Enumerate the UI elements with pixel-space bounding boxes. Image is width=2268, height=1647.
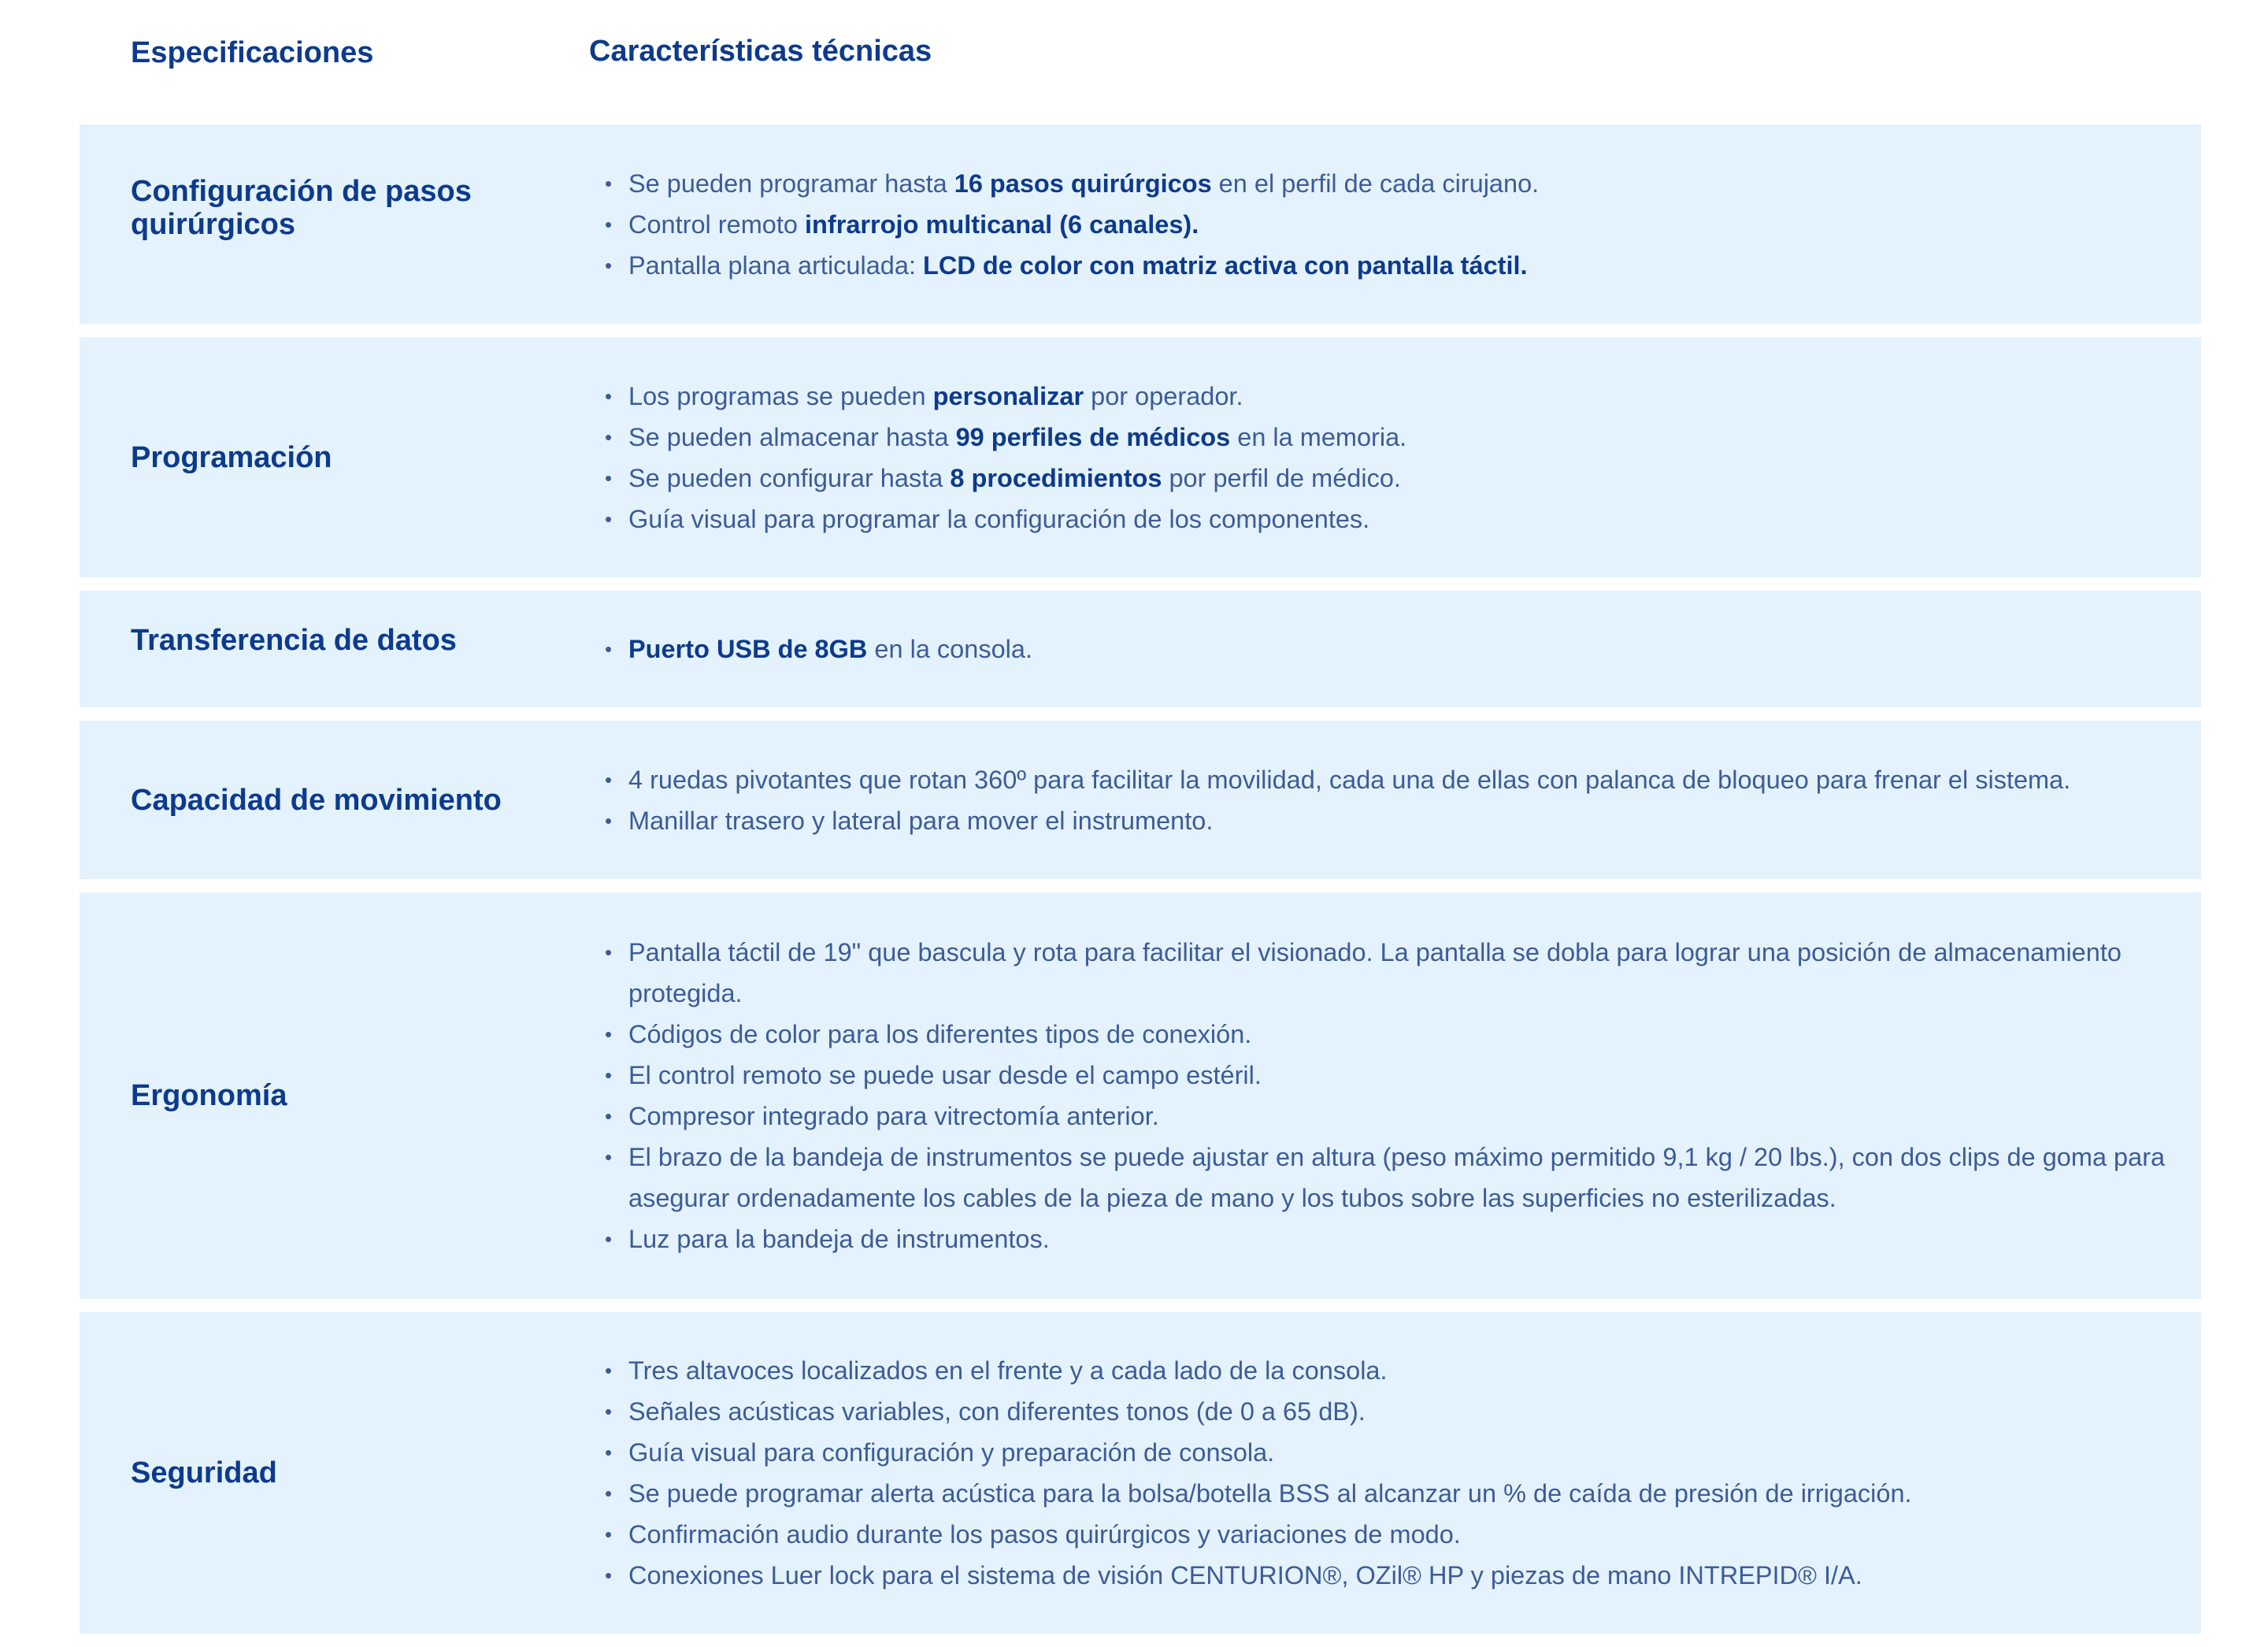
bullet-icon: •: [605, 1564, 613, 1587]
bullet-icon: •: [605, 1523, 613, 1546]
feature-text: Luz para la bandeja de instrumentos.: [628, 1225, 1050, 1253]
feature-item: [602, 759, 2169, 800]
feature-item: [602, 1555, 2169, 1596]
feature-item: [602, 629, 2169, 670]
spec-row-programming: [80, 337, 2201, 577]
feature-item: [602, 163, 2169, 204]
spec-row-safety: [80, 1312, 2201, 1634]
bullet-icon: •: [605, 506, 613, 531]
feature-item: [602, 1514, 2169, 1555]
feature-text: Tres altavoces localizados en el frente y a cada lado de la consola.: [628, 1356, 1388, 1385]
feature-text: por operador.: [1084, 381, 1243, 410]
spec-row-surgical-steps: [80, 124, 2201, 324]
feature-item: [602, 1473, 2169, 1514]
column-header-features: Características técnicas: [589, 35, 932, 68]
column-header-specifications: Especificaciones: [131, 36, 374, 69]
feature-highlight: 16 pasos quirúrgicos: [954, 169, 1212, 198]
feature-highlight: LCD de color con matriz activa con pantalla táctil.: [923, 250, 1528, 280]
bullet-icon: •: [605, 1022, 613, 1046]
bullet-icon: •: [605, 1063, 613, 1087]
spec-row-ergonomics: [80, 892, 2201, 1299]
feature-list: [602, 629, 2169, 670]
feature-text: Se pueden programar hasta: [628, 169, 954, 198]
feature-list: [602, 1350, 2169, 1596]
feature-highlight: 8 procedimientos: [950, 463, 1162, 492]
row-label: Transferencia de datos: [131, 624, 457, 657]
feature-item: [602, 932, 2169, 1014]
bullet-icon: •: [605, 1400, 613, 1423]
feature-text: Control remoto: [628, 210, 805, 239]
feature-text: Compresor integrado para vitrectomía anterior.: [628, 1102, 1159, 1130]
feature-item: [602, 1391, 2169, 1432]
feature-text: Confirmación audio durante los pasos quirúrgicos y variaciones de modo.: [628, 1520, 1461, 1549]
feature-highlight: infrarrojo multicanal (6 canales).: [804, 210, 1199, 239]
bullet-icon: •: [605, 637, 613, 661]
bullet-icon: •: [605, 1227, 613, 1251]
bullet-icon: •: [605, 767, 613, 792]
row-label: Ergonomía: [131, 1079, 287, 1112]
feature-item: [602, 376, 2169, 417]
bullet-icon: •: [605, 940, 613, 964]
row-label: Seguridad: [131, 1456, 277, 1489]
feature-list: [602, 376, 2169, 540]
row-label: Configuración de pasos quirúrgicos: [131, 175, 472, 241]
feature-text: El brazo de la bandeja de instrumentos se puede ajustar en altura (peso máximo permitido 9,1 kg / 20 lbs.), con dos clips de goma para asegurar ordenadamente los cables de la pieza de mano y los tubos sobre las superficies no esterilizadas.: [628, 1143, 2166, 1212]
feature-text: Se pueden configurar hasta: [628, 463, 951, 492]
feature-item: [602, 1350, 2169, 1391]
bullet-icon: •: [605, 171, 613, 195]
feature-item: [602, 245, 2169, 286]
bullet-icon: •: [605, 808, 613, 833]
feature-item: [602, 417, 2169, 458]
feature-list: [602, 932, 2169, 1259]
feature-item: [602, 1096, 2169, 1137]
feature-text: por perfil de médico.: [1162, 463, 1401, 492]
feature-text: Pantalla plana articulada:: [628, 250, 924, 280]
feature-item: [602, 1137, 2169, 1219]
bullet-icon: •: [605, 384, 613, 408]
feature-item: [602, 499, 2169, 540]
table-header: [0, 0, 2268, 124]
row-label: Capacidad de movimiento: [131, 783, 502, 817]
bullet-icon: •: [605, 212, 613, 236]
bullet-icon: •: [605, 1482, 613, 1505]
feature-text: en la memoria.: [1230, 422, 1407, 451]
feature-text: Conexiones Luer lock para el sistema de visión CENTURION®, OZil® HP y piezas de mano INTREPID® I/A.: [628, 1561, 1862, 1590]
feature-item: [602, 800, 2169, 841]
feature-item: [602, 1219, 2169, 1259]
bullet-icon: •: [605, 1104, 613, 1128]
row-label: Programación: [131, 440, 332, 474]
feature-text: Señales acústicas variables, con diferentes tonos (de 0 a 65 dB).: [628, 1397, 1366, 1426]
bullet-icon: •: [605, 1359, 613, 1382]
bullet-icon: •: [605, 466, 613, 490]
bullet-icon: •: [605, 425, 613, 449]
feature-text: El control remoto se puede usar desde el campo estéril.: [628, 1061, 1262, 1089]
spec-row-mobility: [80, 721, 2201, 879]
feature-highlight: personalizar: [932, 381, 1084, 410]
feature-text: en la consola.: [867, 635, 1032, 663]
feature-text: Se puede programar alerta acústica para la bolsa/botella BSS al alcanzar un % de caída de presión de irrigación.: [628, 1479, 1912, 1508]
spec-rows: [80, 124, 2201, 1647]
feature-text: 4 ruedas pivotantes que rotan 360º para facilitar la movilidad, cada una de ellas con palanca de bloqueo para frenar el sistema.: [628, 765, 2071, 794]
bullet-icon: •: [605, 1441, 613, 1464]
feature-item: [602, 204, 2169, 245]
feature-item: [602, 1432, 2169, 1473]
feature-text: en el perfil de cada cirujano.: [1211, 169, 1540, 198]
feature-highlight: Puerto USB de 8GB: [628, 635, 868, 663]
bullet-icon: •: [605, 253, 613, 277]
feature-list: [602, 759, 2169, 841]
feature-item: [602, 458, 2169, 499]
feature-highlight: 99 perfiles de médicos: [955, 422, 1231, 451]
feature-text: Guía visual para programar la configuración de los componentes.: [628, 504, 1370, 533]
bullet-icon: •: [605, 1145, 613, 1169]
feature-text: Guía visual para configuración y preparación de consola.: [628, 1438, 1275, 1467]
feature-text: Pantalla táctil de 19" que bascula y rota para facilitar el visionado. La pantalla se dobla para lograr una posición de almacenamiento protegida.: [628, 938, 2122, 1007]
feature-text: Códigos de color para los diferentes tipos de conexión.: [628, 1020, 1252, 1048]
feature-item: [602, 1014, 2169, 1055]
feature-text: Se pueden almacenar hasta: [628, 422, 956, 451]
feature-item: [602, 1055, 2169, 1096]
feature-text: Los programas se pueden: [628, 381, 933, 410]
feature-text: Manillar trasero y lateral para mover el instrumento.: [628, 806, 1214, 835]
spec-row-data-transfer: [80, 591, 2201, 707]
feature-list: [602, 163, 2169, 286]
